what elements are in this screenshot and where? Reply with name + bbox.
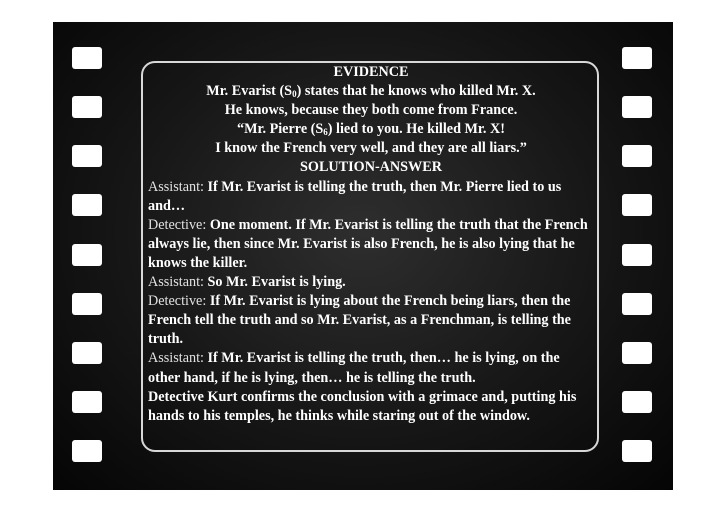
- solution-heading: SOLUTION-ANSWER: [300, 159, 442, 176]
- sprocket-hole-right: [622, 244, 652, 266]
- evidence-line: Mr. Evarist $(S_0)$ states that he knows who killed Mr. X.: [206, 83, 536, 100]
- sprocket-hole-right: [622, 194, 652, 216]
- sprocket-hole-left: [72, 293, 102, 315]
- evidence-heading: EVIDENCE: [333, 64, 409, 80]
- sprocket-hole-left: [72, 96, 102, 118]
- conclusion-text: Detective Kurt confirms the conclusion with a grimace and, putting his hands to his temples, he thinks while staring out of the window.: [148, 388, 577, 424]
- dialogue-line: Assistant: So Mr. Evarist is lying.: [148, 274, 346, 291]
- sprocket-hole-right: [622, 391, 652, 413]
- sprocket-hole-left: [72, 440, 102, 462]
- speaker-label: Detective:: [148, 216, 207, 233]
- sprocket-hole-right: [622, 145, 652, 167]
- sprocket-hole-left: [72, 47, 102, 69]
- evidence-line: He knows, because they both come from France.: [224, 102, 518, 119]
- dialogue-line: Detective: If Mr. Evarist is lying about the French being liars, then the French tell the truth and so Mr. Evarist, as a Frenchman, is telling the truth.: [148, 293, 571, 348]
- sprocket-hole-left: [72, 391, 102, 413]
- sprocket-hole-right: [622, 96, 652, 118]
- sprocket-hole-right: [622, 47, 652, 69]
- dialogue-line: Detective: One moment. If Mr. Evarist is telling the truth that the French always lie, then since Mr. Evarist is also French, he is also lying that he knows the killer.: [148, 216, 588, 271]
- sprocket-hole-left: [72, 342, 102, 364]
- sprocket-hole-right: [622, 293, 652, 315]
- speaker-label: Assistant:: [148, 274, 204, 291]
- story-text: [148, 63, 594, 426]
- dialogue-line: Assistant: If Mr. Evarist is telling the truth, then… he is lying, on the other hand, if he is lying, then… he is telling the truth.: [148, 350, 560, 386]
- dialogue-line: Assistant: If Mr. Evarist is telling the truth, then Mr. Pierre lied to us and…: [148, 178, 562, 214]
- speaker-label: Assistant:: [148, 350, 204, 367]
- sprocket-hole-left: [72, 194, 102, 216]
- evidence-line: I know the French very well, and they are all liars.”: [215, 140, 527, 157]
- sprocket-hole-right: [622, 342, 652, 364]
- sprocket-hole-left: [72, 145, 102, 167]
- sprocket-hole-right: [622, 440, 652, 462]
- speaker-label: Detective:: [148, 293, 207, 310]
- speaker-label: Assistant:: [148, 178, 204, 195]
- sprocket-hole-left: [72, 244, 102, 266]
- evidence-line: “Mr. Pierre $(S_6)$ lied to you. He killed Mr. X!: [237, 121, 505, 138]
